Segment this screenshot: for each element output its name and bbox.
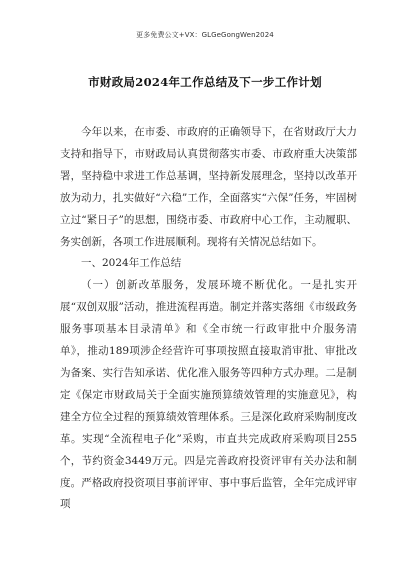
body-paragraph-1: （一）创新改革服务，发展环境不断优化。一是扎实开展“双创双服”活动，推进流程再造。制定并落实落细《市级政务服务事项基本目录清单》和《全市统一行政审批中介服务清单》，推动189项涉企经营许可事项按照直接取消审批、审批改为备案、实行告知承诺、优化准入服务等四种方式办理。二是制定《保定市财政局关于全面实施预算绩效管理的实施意见》，构建全方位全过程的预算绩效管理体系。三是深化政府采购制度改革。实现“全流程电子化”采购，市直共完成政府采购项目255个，节约资金3449万元。四是完善政府投资评审有关办法和制度。严格政府投资项目事前评审、事中事后监管，全年完成评审项 [60,279,357,511]
document-body [60,122,357,516]
document-title: 市财政局2024年工作总结及下一步工作计划 [88,75,322,89]
header-promo-note: 更多免费公文+VX：GLGeGongWen2024 [136,31,274,39]
section-heading-2024-summary: 一、2024年工作总结 [81,257,182,270]
intro-paragraph: 今年以来，在市委、市政府的正确领导下，在省财政厅大力支持和指导下，市财政局认真贯彻落实市委、市政府重大决策部署，坚持稳中求进工作总基调，坚持新发展理念，坚持以改革开放为动力，扎实做好“六稳”工作，全面落实“六保”任务，牢固树立过“紧日子”的思想，围绕市委、市政府中心工作，主动履职、务实创新，各项工作进展顺利。现将有关情况总结如下。 [60,126,357,248]
